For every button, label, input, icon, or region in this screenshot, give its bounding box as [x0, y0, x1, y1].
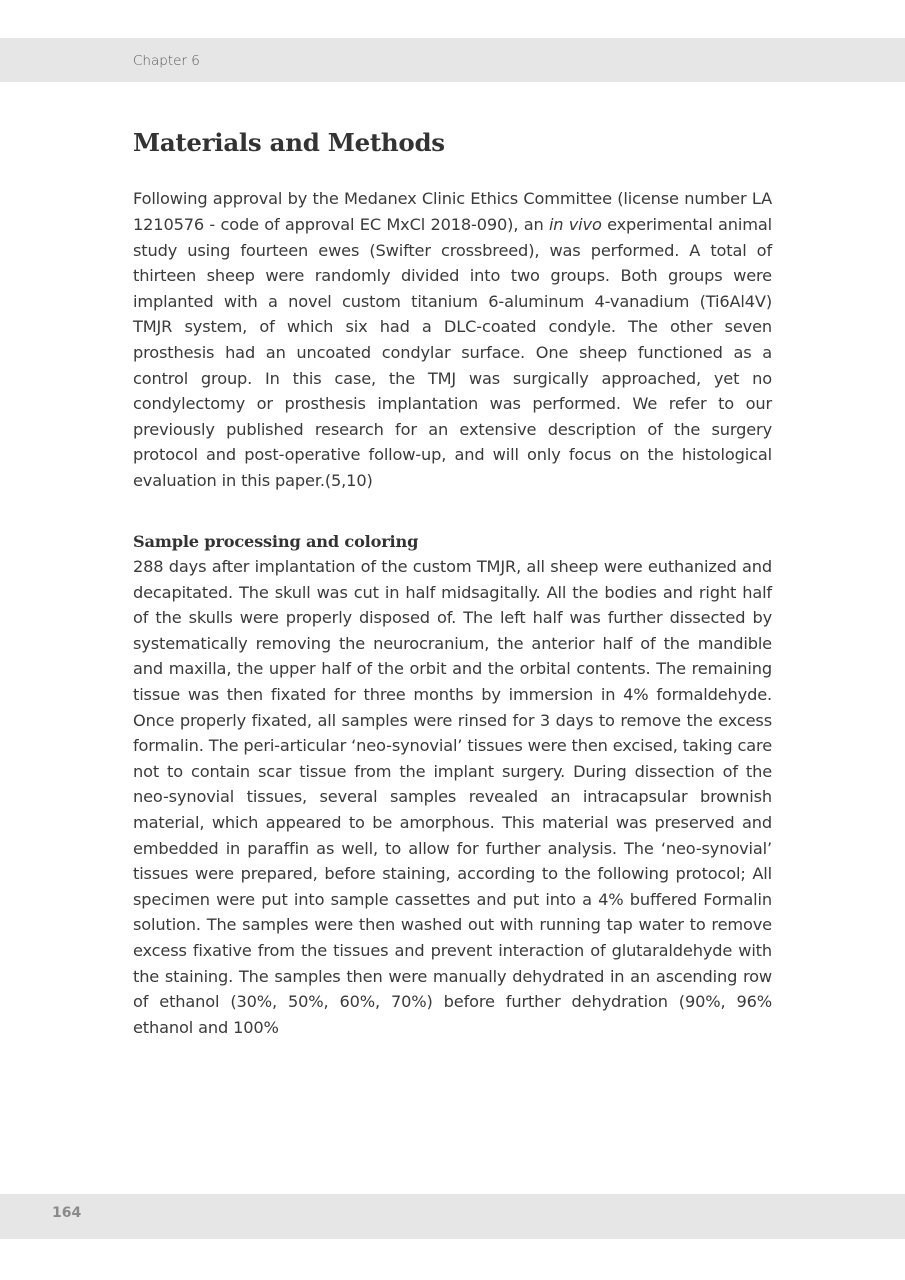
subsection-title: Sample processing and coloring [133, 531, 419, 551]
page-number: 164 [52, 1205, 82, 1221]
sample-processing-paragraph: 288 days after implantation of the custom TMJR, all sheep were euthanized and decapitated. The skull was cut in half midsagitally. All the bodies and right half of the skulls were properly disposed of. The left half was further dissected by systematically removing the neurocranium, the anterior half of the mandible and maxilla, the upper half of the orbit and the orbital contents. The remaining tissue was then fixated for three months by immersion in 4% formaldehyde. Once properly fixated, all samples were rinsed for 3 days to remove the excess formalin. The peri-articular ‘neo-synovial’ tissues were then excised, taking care not to contain scar tissue from the implant surgery. During dissection of the neo-synovial tissues, several samples revealed an intracapsular brownish material, which appeared to be amorphous. This material was preserved and embedded in paraffin as well, to allow for further analysis. The ‘neo-synovial’ tissues were prepared, before staining, according to the following protocol; All specimen were put into sample cassettes and put into a 4% buffered Formalin solution. The samples were then washed out with running tap water to remove excess fixative from the tissues and prevent interaction of glutaraldehyde with the staining. The samples then were manually dehydrated in an ascending row of ethanol (30%, 50%, 60%, 70%) before further dehydration (90%, 96% ethanol and 100% [133, 557, 772, 1037]
intro-text-start: Following approval by the Medanex Clinic Ethics Committee (license number LA 1210576 - code of approval EC MxCl 2018-090), an [133, 189, 772, 234]
running-footer-band [0, 1194, 905, 1239]
chapter-label: Chapter 6 [133, 53, 200, 69]
intro-paragraph [133, 186, 772, 493]
intro-italic-term: in vivo [548, 214, 602, 234]
section-title: Materials and Methods [133, 128, 445, 157]
intro-text-end: experimental animal study using fourteen ewes (Swifter crossbreed), was performed. A total of thirteen sheep were randomly divided into two groups. Both groups were implanted with a novel custom titanium 6-aluminum 4-vanadium (Ti6Al4V) TMJR system, of which six had a DLC-coated condyle. The other seven prosthesis had an uncoated condylar surface. One sheep functioned as a control group. In this case, the TMJ was surgically approached, yet no condylectomy or prosthesis implantation was performed. We refer to our previously published research for an extensive description of the surgery protocol and post-operative follow-up, and will only focus on the histological evaluation in this paper.(5,10) [133, 214, 772, 490]
page-content [133, 118, 772, 1040]
